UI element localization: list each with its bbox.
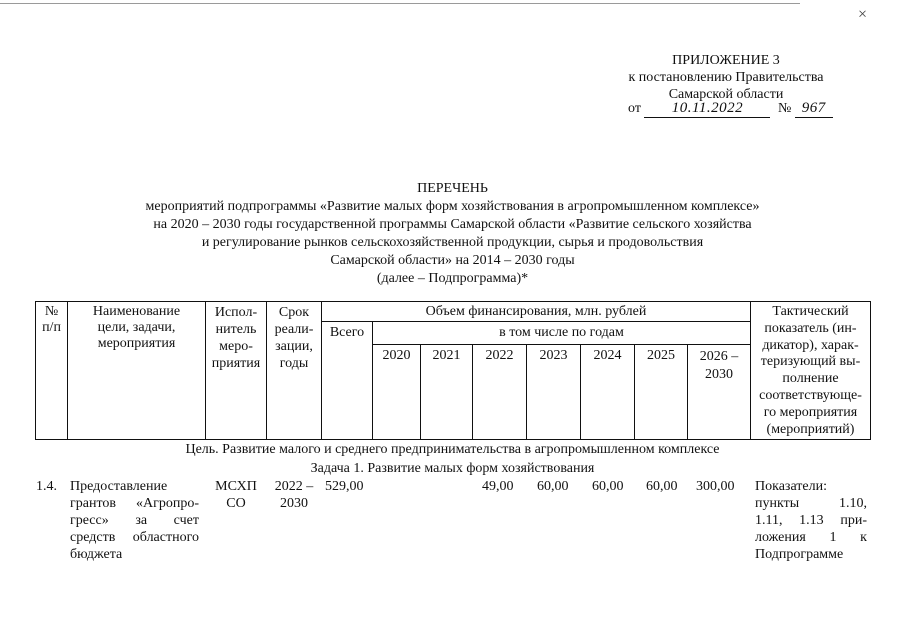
- header-year-2024: 2024: [593, 348, 622, 363]
- row-term-line: 2022 –: [274, 479, 314, 494]
- header-name-line: цели, задачи,: [97, 320, 176, 335]
- row-indicator: [755, 478, 867, 563]
- header-year-range-line: 2026 –: [699, 349, 739, 364]
- row-executor-line: СО: [226, 496, 246, 511]
- appendix-title: ПРИЛОЖЕНИЕ 3: [672, 53, 780, 68]
- header-year-2023: 2023: [539, 348, 568, 363]
- row-indicator-line: Подпрограмме: [755, 547, 844, 562]
- header-term-line: Срок: [278, 305, 310, 320]
- row-2024: 60,00: [592, 479, 624, 494]
- header-indicator-line: Тактический: [772, 304, 849, 319]
- header-by-years: в том числе по годам: [499, 325, 624, 340]
- header-year-range-line: 2030: [705, 367, 733, 382]
- row-2022: 49,00: [482, 479, 514, 494]
- header-indicator-line: (мероприятий): [766, 421, 855, 437]
- heading-line-2: на 2020 – 2030 годы государственной программы Самарской области «Развитие сельского хозяйства: [153, 217, 752, 232]
- row-indicator-line: Показатели:: [755, 479, 827, 494]
- header-executor-line: приятия: [211, 356, 261, 371]
- header-executor-line: нитель: [215, 322, 257, 337]
- header-term-line: зации,: [275, 339, 313, 354]
- header-year-2020: 2020: [382, 348, 411, 363]
- row-term: [267, 478, 321, 512]
- appendix-line-2: Самарской области: [668, 87, 784, 102]
- header-indicator-line: показатель (ин-: [764, 320, 857, 336]
- header-name-line: Наименование: [92, 304, 181, 319]
- row-name-line: Предоставление: [70, 479, 168, 494]
- row-2026-2030: 300,00: [696, 479, 735, 494]
- header-num-line: №: [44, 304, 59, 319]
- appendix-line-1: к постановлению Правительства: [628, 70, 824, 85]
- row-indicator-line: ложения 1 к: [755, 530, 867, 545]
- heading-line-3: и регулирование рынков сельскохозяйственной продукции, сырья и продовольствия: [201, 235, 704, 250]
- row-num: 1.4.: [36, 479, 57, 494]
- handwritten-date: 10.11.2022: [644, 100, 770, 118]
- row-name: [70, 478, 199, 563]
- header-term-line: реали-: [274, 322, 314, 337]
- close-mark-icon: ×: [858, 6, 868, 23]
- header-funding: Объем финансирования, млн. рублей: [425, 304, 647, 319]
- header-indicator-line: соответствующе-: [759, 387, 862, 403]
- header-name: [68, 304, 205, 352]
- header-term-line: годы: [279, 356, 309, 371]
- number-label: №: [777, 101, 792, 116]
- header-num-line: п/п: [42, 320, 61, 335]
- row-term-line: 2030: [280, 496, 308, 511]
- row-name-line: гресс» за счет: [70, 513, 199, 528]
- appendix-date-line: [628, 100, 833, 118]
- header-year-2021: 2021: [432, 348, 461, 363]
- row-indicator-line: пункты 1.10,: [755, 496, 867, 511]
- row-2025: 60,00: [646, 479, 678, 494]
- row-name-line: бюджета: [70, 547, 123, 562]
- header-year-2026-2030: [688, 348, 750, 384]
- top-scan-rule: [0, 3, 800, 4]
- header-total: Всего: [329, 325, 365, 340]
- row-name-line: средств областного: [70, 530, 199, 545]
- header-executor: [206, 304, 266, 372]
- header-indicator-line: дикатор), харак-: [762, 337, 859, 353]
- header-year-2025: 2025: [647, 348, 675, 363]
- header-term: [267, 304, 321, 372]
- handwritten-number: 967: [795, 100, 833, 118]
- row-executor: [206, 478, 266, 512]
- heading-line-5: (далее – Подпрограмма)*: [376, 271, 529, 286]
- task-row: Задача 1. Развитие малых форм хозяйствования: [310, 461, 595, 476]
- row-2023: 60,00: [537, 479, 569, 494]
- header-indicator-line: полнение: [782, 371, 839, 387]
- header-executor-line: Испол-: [214, 305, 258, 320]
- heading-line-1: мероприятий подпрограммы «Развитие малых форм хозяйствования в агропромышленном комплексе»: [145, 199, 760, 214]
- header-indicator-line: го мероприятия: [763, 404, 858, 420]
- row-name-line: грантов «Агропро-: [70, 496, 199, 511]
- header-indicator: [751, 304, 870, 438]
- header-num: [36, 304, 67, 336]
- row-executor-line: МСХП: [215, 479, 257, 494]
- list-title: ПЕРЕЧЕНЬ: [417, 181, 488, 196]
- goal-row: Цель. Развитие малого и среднего предпринимательства в агропромышленном комплексе: [185, 442, 720, 457]
- heading-line-4: Самарской области» на 2014 – 2030 годы: [330, 253, 575, 268]
- header-indicator-line: теризующий вы-: [760, 354, 861, 370]
- header-executor-line: меро-: [219, 339, 253, 354]
- from-label: от: [628, 101, 641, 116]
- row-total: 529,00: [325, 479, 364, 494]
- header-name-line: мероприятия: [97, 336, 176, 351]
- header-year-2022: 2022: [485, 348, 514, 363]
- row-indicator-line: 1.11, 1.13 при-: [755, 513, 867, 528]
